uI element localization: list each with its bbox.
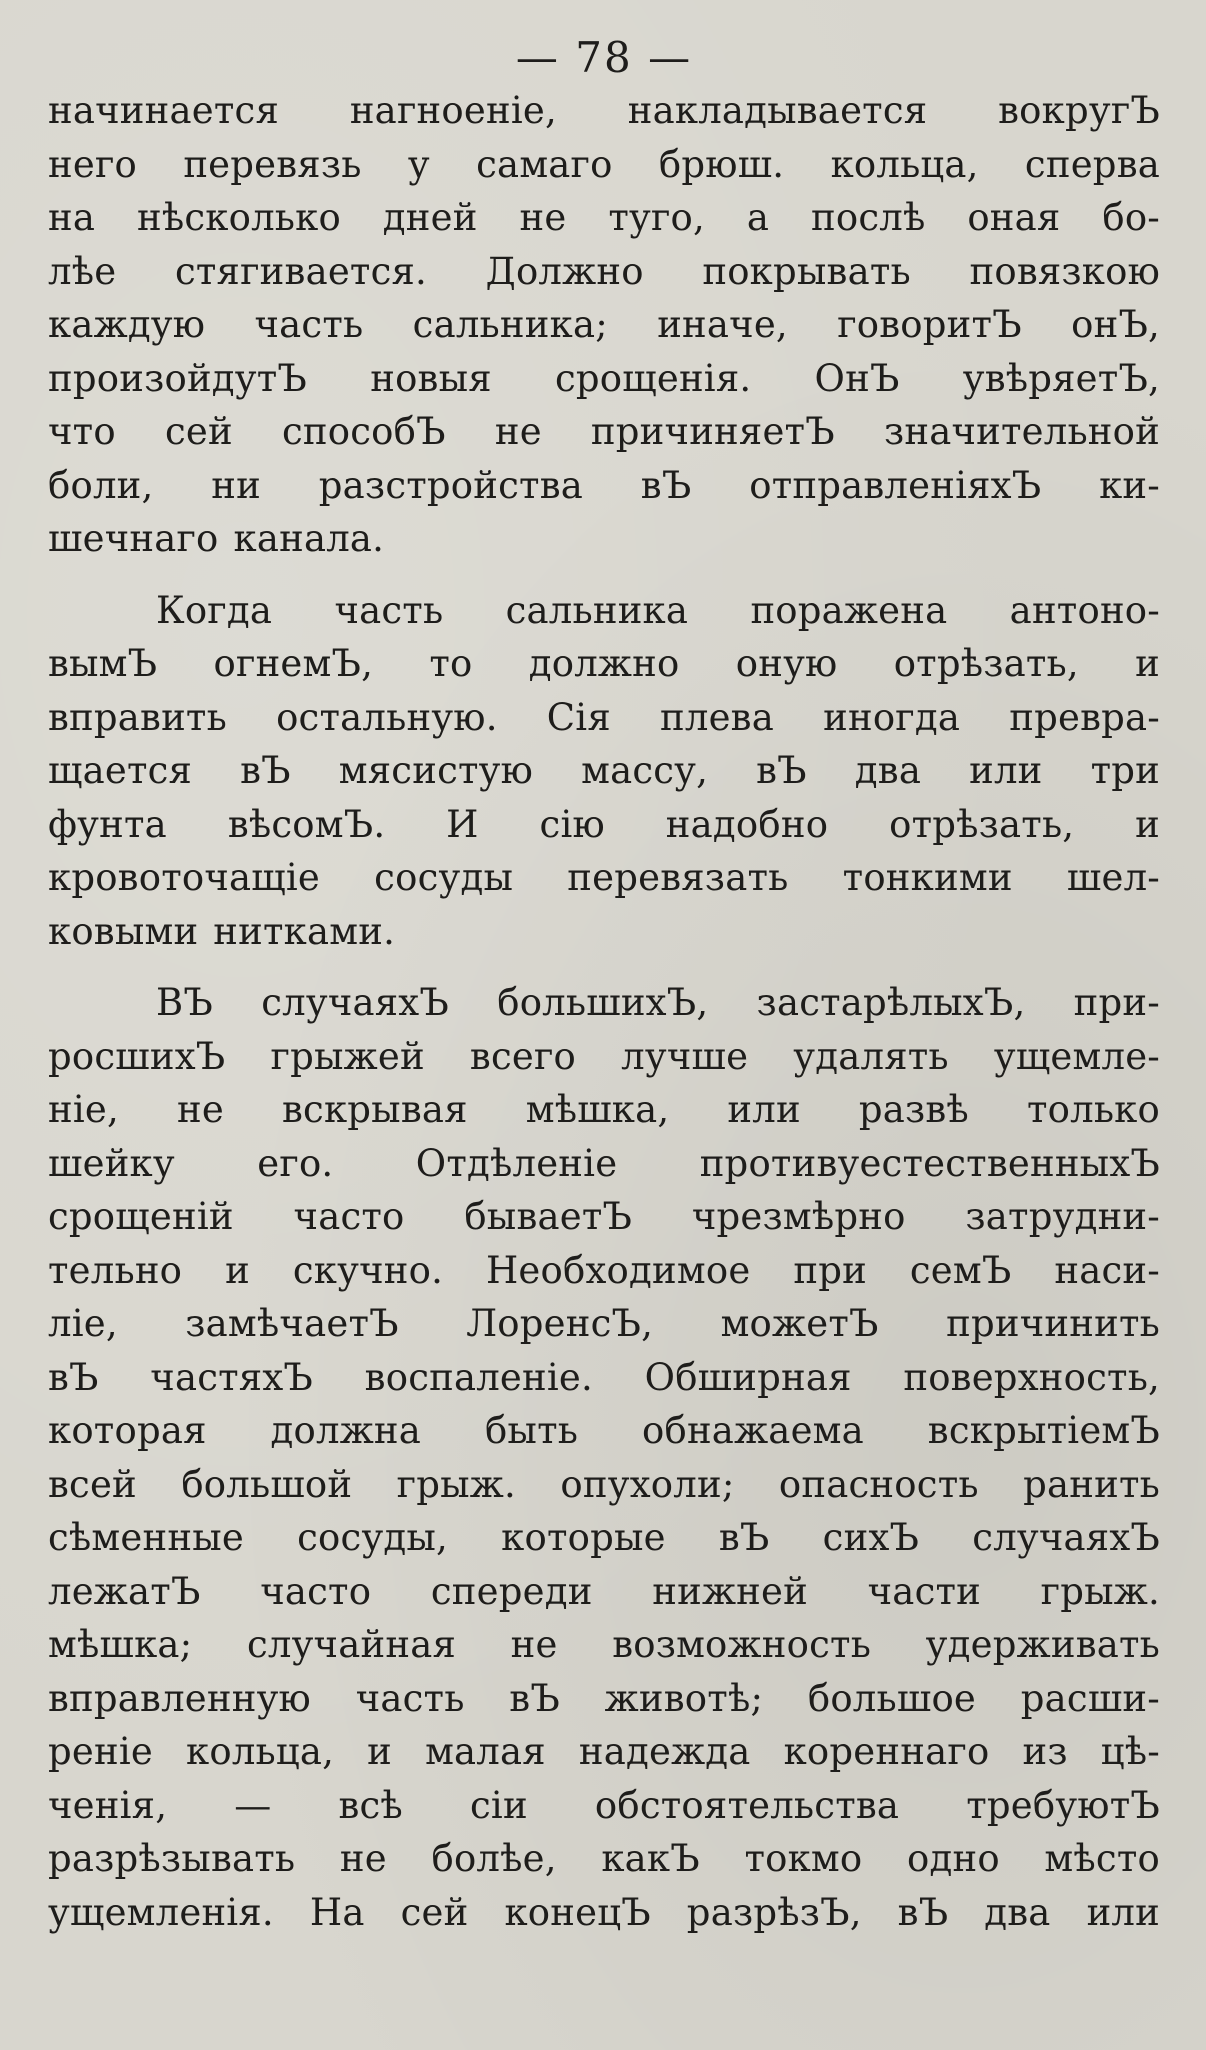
text-line: вымЪ огнемЪ, то должно оную отрѣзать, и bbox=[48, 642, 1160, 685]
text-line: щается вЪ мясистую массу, вЪ два или три bbox=[48, 749, 1160, 792]
text-line: ліе, замѣчаетЪ ЛоренсЪ, можетЪ причинить bbox=[48, 1302, 1160, 1345]
text-line: вправленную часть вЪ животѣ; большое расши- bbox=[48, 1676, 1160, 1720]
text-line: срощеній часто бываетЪ чрезмѣрно затрудни- bbox=[48, 1195, 1160, 1238]
text-line: лѣе стягивается. Должно покрывать повязкою bbox=[48, 249, 1160, 293]
text-line: ковыми нитками. bbox=[48, 909, 396, 953]
text-line: него перевязь у самаго брюш. кольца, сперва bbox=[48, 142, 1160, 186]
text-line: начинается нагноеніе, накладывается вокругЪ bbox=[48, 89, 1160, 132]
text-line: сѣменные сосуды, которые вЪ сихЪ случаяхЪ bbox=[48, 1516, 1160, 1559]
paragraph-2 bbox=[48, 584, 1160, 959]
text-line: тельно и скучно. Необходимое при семЪ наси- bbox=[48, 1248, 1160, 1292]
text-line: каждую часть сальника; иначе, говоритЪ онЪ, bbox=[48, 303, 1160, 346]
text-line: шейку его. Отдѣленіе противуестественныхЪ bbox=[48, 1141, 1160, 1185]
text-line: мѣшка; случайная не возможность удерживать bbox=[48, 1623, 1160, 1666]
text-line: что сей способЪ не причиняетЪ значительной bbox=[48, 410, 1160, 453]
text-line: реніе кольца, и малая надежда кореннаго из цѣ- bbox=[48, 1730, 1160, 1773]
page-number: — 78 — bbox=[515, 33, 693, 82]
text-line: лежатЪ часто спереди нижней части грыж. bbox=[48, 1569, 1160, 1613]
text-line: разрѣзывать не болѣе, какЪ токмо одно мѣсто bbox=[48, 1837, 1160, 1880]
text-line: ніе, не вскрывая мѣшка, или развѣ только bbox=[48, 1088, 1160, 1131]
paragraph-3 bbox=[48, 976, 1160, 1939]
text-line: Когда часть сальника поражена антоно- bbox=[156, 588, 1160, 632]
text-line: ченія, — всѣ сіи обстоятельства требуютЪ bbox=[48, 1783, 1160, 1827]
text-line: произойдутЪ новыя срощенія. ОнЪ увѣряетЪ, bbox=[48, 356, 1160, 400]
text-line: вправить остальную. Сія плева иногда превра- bbox=[48, 695, 1160, 739]
text-line: фунта вѣсомЪ. И сію надобно отрѣзать, и bbox=[48, 802, 1160, 846]
text-line: ВЪ случаяхЪ большихЪ, застарѣлыхЪ, при- bbox=[156, 981, 1160, 1024]
text-line: ущемленія. На сей конецЪ разрѣзЪ, вЪ два или bbox=[48, 1890, 1160, 1934]
text-line: на нѣсколько дней не туго, а послѣ оная бо- bbox=[48, 196, 1160, 239]
text-line: которая должна быть обнажаема вскрытіемЪ bbox=[48, 1409, 1160, 1452]
text-line: боли, ни разстройства вЪ отправленіяхЪ ки- bbox=[48, 463, 1160, 507]
text-line: вЪ частяхЪ воспаленіе. Обширная поверхность, bbox=[48, 1355, 1160, 1399]
text-line: кровоточащіе сосуды перевязать тонкими шел- bbox=[48, 856, 1160, 899]
paragraph-1 bbox=[48, 84, 1160, 566]
text-line: шечнаго канала. bbox=[48, 517, 385, 560]
text-line: всей большой грыж. опухоли; опасность ранить bbox=[48, 1462, 1160, 1506]
text-line: росшихЪ грыжей всего лучше удалять ущемле- bbox=[48, 1034, 1160, 1078]
